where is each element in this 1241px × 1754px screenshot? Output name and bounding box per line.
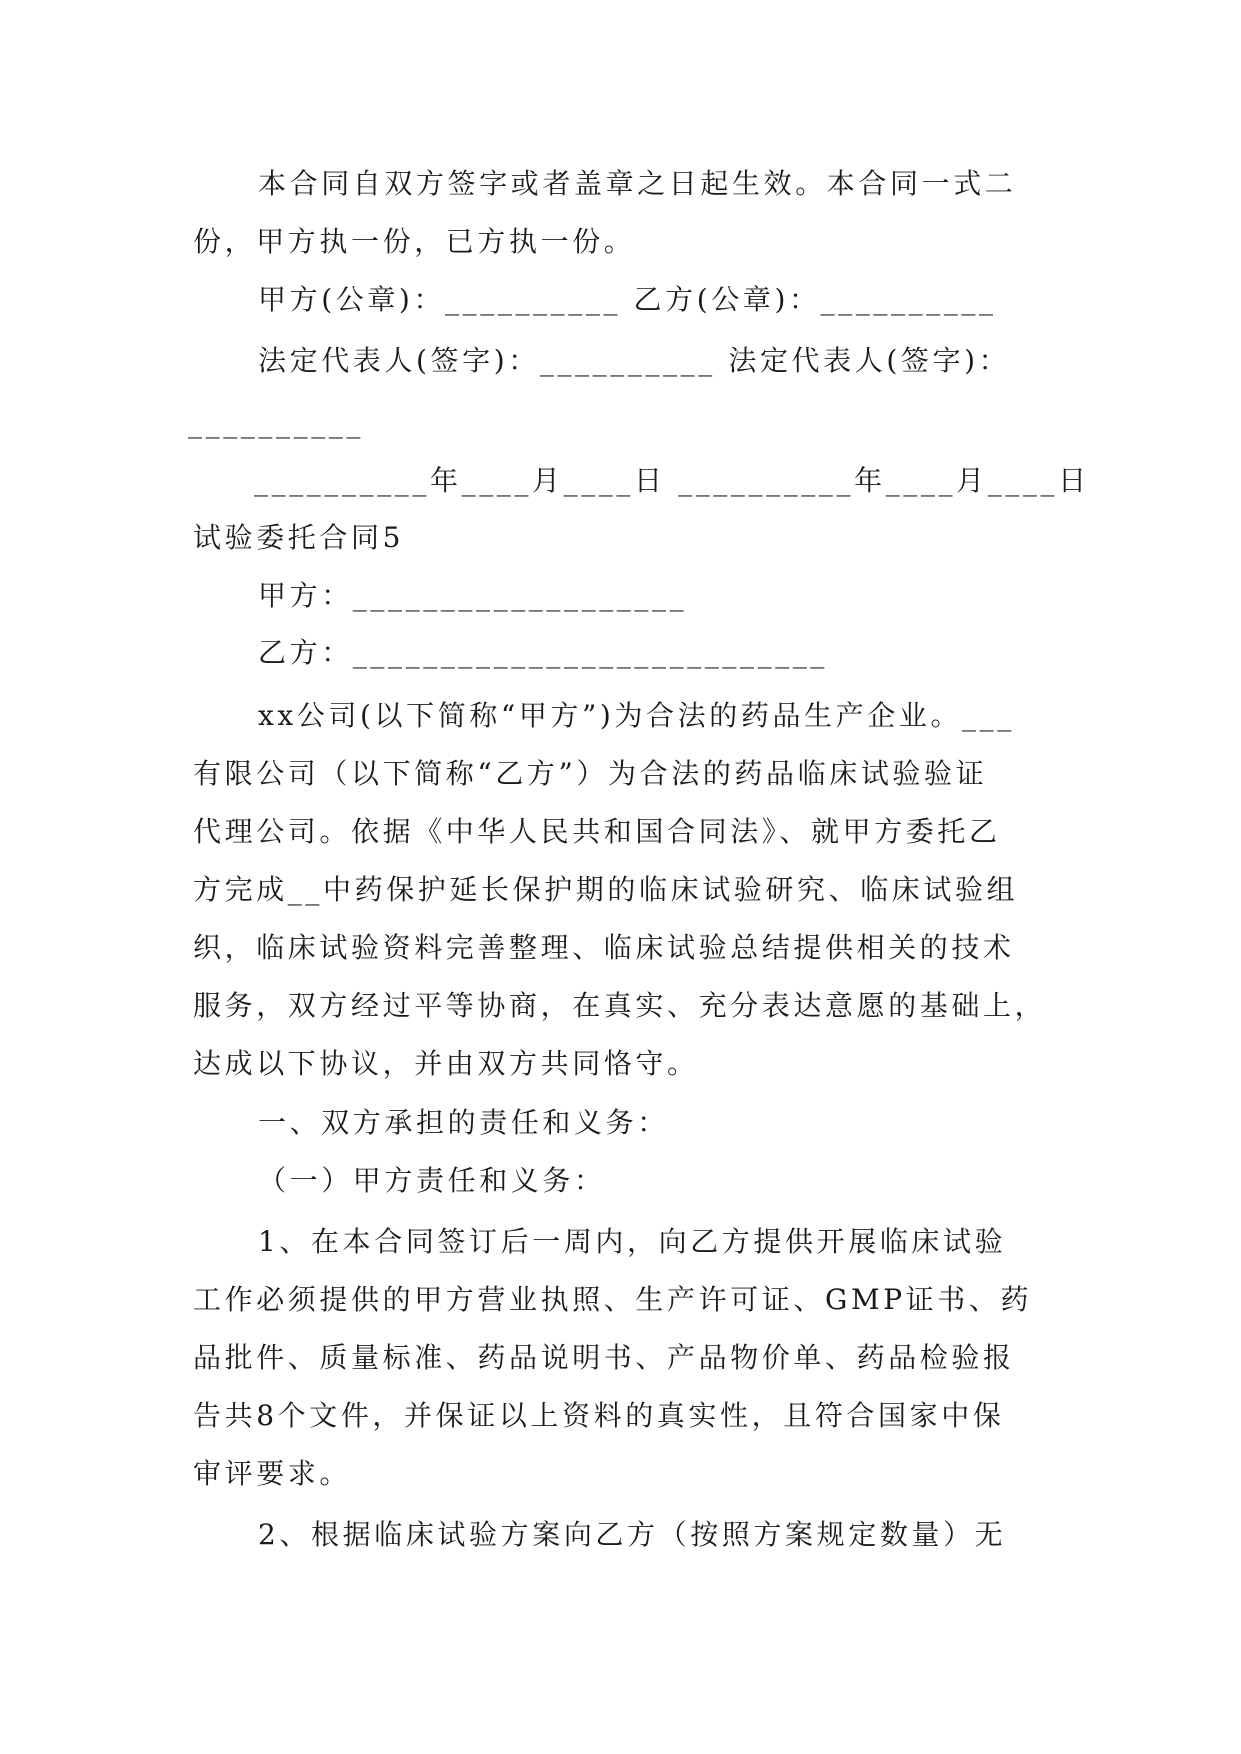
paragraph-line: 织，临床试验资料完善整理、临床试验总结提供相关的技术	[193, 931, 1015, 964]
paragraph-line: 代理公司。依据《中华人民共和国合同法》、就甲方委托乙	[193, 815, 1001, 848]
date-line: __________年____月____日 __________年____月____日	[254, 464, 1090, 497]
paragraph-line: 审评要求。	[193, 1457, 352, 1490]
paragraph-line: 品批件、质量标准、药品说明书、产品物价单、药品检验报	[193, 1341, 1015, 1374]
section-title: 试验委托合同5	[193, 521, 405, 554]
paragraph-line: 服务，双方经过平等协商，在真实、充分表达意愿的基础上，	[193, 989, 1047, 1022]
paragraph-line: 份，甲方执一份，已方执一份。	[193, 225, 636, 258]
paragraph-line: 2、根据临床试验方案向乙方（按照方案规定数量）无	[258, 1518, 1007, 1551]
paragraph-line: 有限公司（以下简称“乙方”）为合法的药品临床试验验证	[193, 757, 988, 790]
party-a-line: 甲方：___________________	[258, 579, 688, 612]
signature-line: 法定代表人(签字)：__________ 法定代表人(签字)：	[258, 344, 1011, 377]
paragraph-line: 工作必须提供的甲方营业执照、生产许可证、GMP证书、药	[193, 1283, 1033, 1316]
paragraph-line: 达成以下协议，并由双方共同恪守。	[193, 1047, 699, 1080]
paragraph-line: 方完成__中药保护延长保护期的临床试验研究、临床试验组	[193, 873, 1019, 906]
paragraph-line: xx公司(以下简称“甲方”)为合法的药品生产企业。___	[258, 699, 1015, 732]
paragraph-line: 告共8个文件，并保证以上资料的真实性，且符合国家中保	[193, 1399, 1005, 1432]
heading-line: 一、双方承担的责任和义务：	[258, 1106, 669, 1139]
heading-line: （一）甲方责任和义务：	[258, 1164, 606, 1197]
paragraph-line: 1、在本合同签订后一周内，向乙方提供开展临床试验	[258, 1225, 1007, 1258]
party-b-line: 乙方：___________________________	[258, 636, 829, 669]
signature-blank: __________	[188, 406, 364, 439]
signature-line: 甲方(公章)：__________ 乙方(公章)：__________	[258, 283, 997, 316]
paragraph-line: 本合同自双方签字或者盖章之日起生效。本合同一式二	[258, 167, 1017, 200]
